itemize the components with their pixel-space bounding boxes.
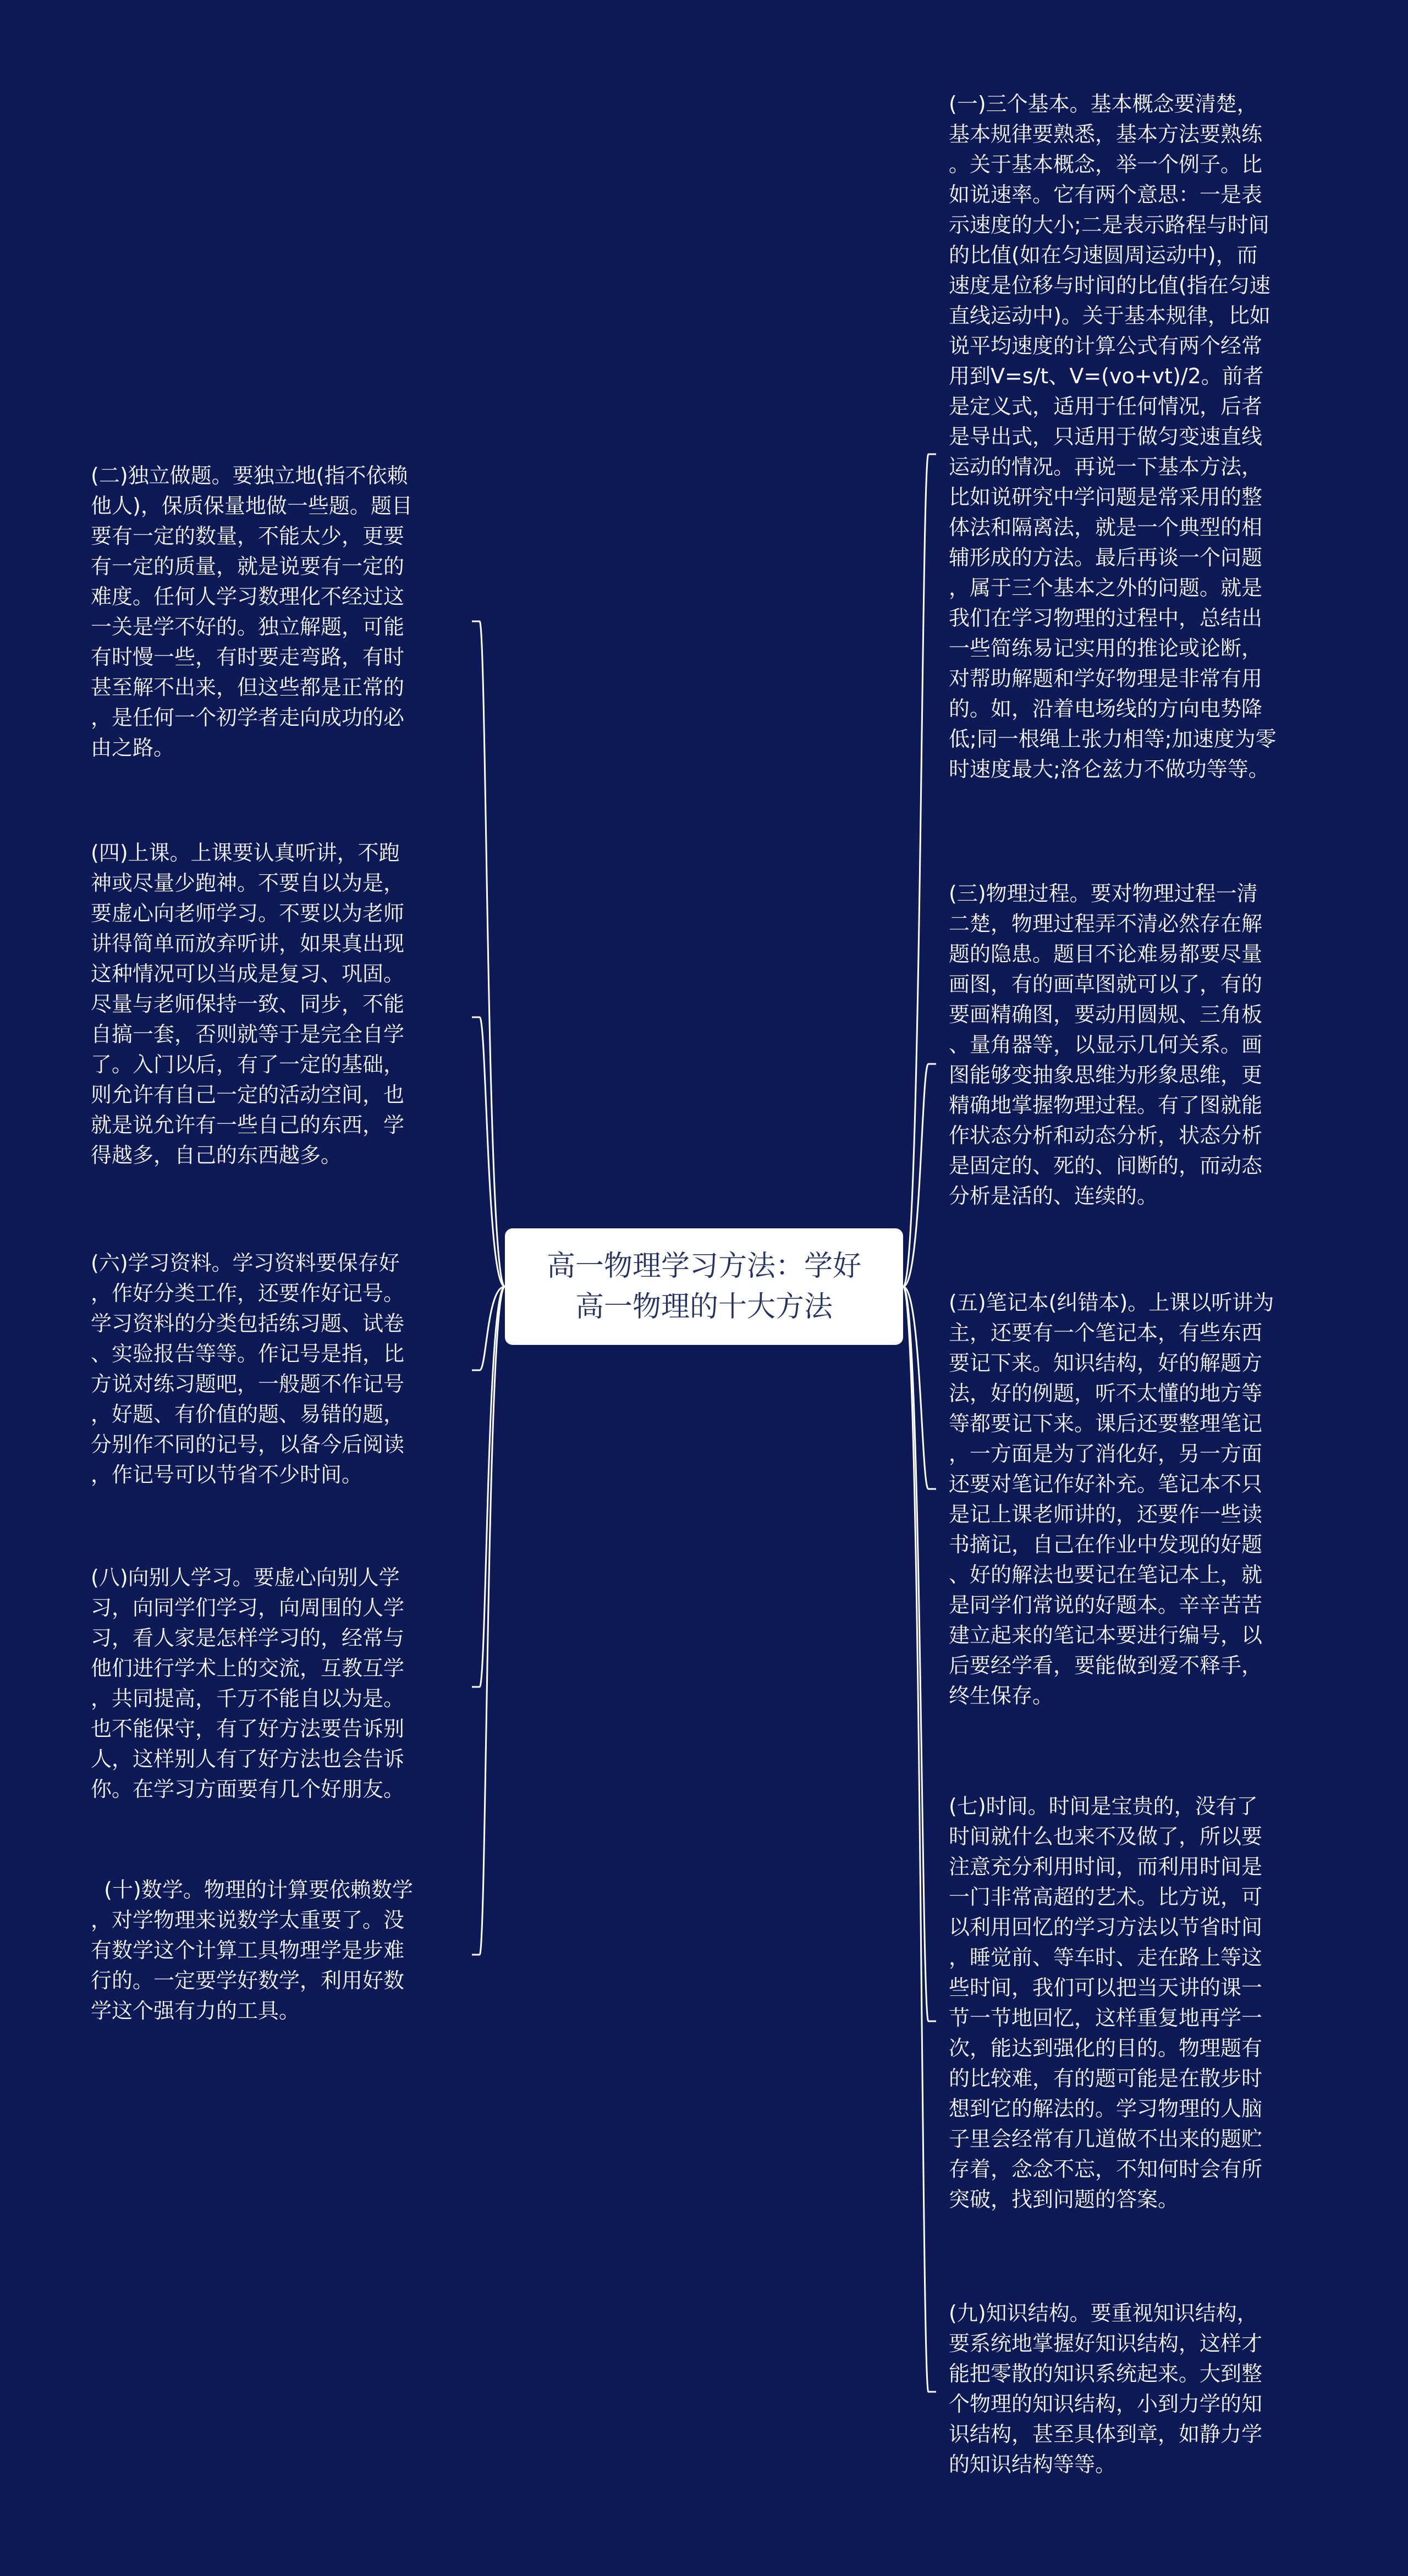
link-right-three [903,1064,936,1287]
branch-seven[interactable]: (七)时间。时间是宝贵的，没有了 时间就什么也来不及做了，所以要 注意充分利用时间，而利用时间是 一门非常高超的艺术。比方说，可 以利用回忆的学习方法以节省时间 ，睡觉前、等车时、走在路上等这 些时间，我们可以把当天讲的课一 节一节地回忆，这样重复地再学一 次，能达到强化的目的。物理题有 的比较难，有的题可能是在散步时 想到它的解法的。学习物理的人脑 子里会经常有几道做不出来的题贮 存着，念念不忘，不知何时会有所 突破，找到问题的答案。 [949,1794,1263,2211]
link-left-ten [472,1287,505,1955]
link-left-four [472,1017,505,1287]
branch-six[interactable]: (六)学习资料。学习资料要保存好 ，作好分类工作，还要作好记号。 学习资料的分类包括练习题、试卷 、实验报告等等。作记号是指，比 方说对练习题吧，一般题不作记号 ，好题、有价值的题、易错的题， 分别作不同的记号，以备今后阅读 ，作记号可以节省不少时间。 [91,1251,405,1487]
branch-one[interactable]: (一)三个基本。基本概念要清楚， 基本规律要熟悉，基本方法要熟练 。关于基本概念，举一个例子。比 如说速率。它有两个意思：一是表 示速度的大小;二是表示路程与时间 的比值(如在匀速圆周运动中)，而 速度是位移与时间的比值(指在匀速 直线运动中)。关于基本规律，比如 说平均速度的计算公式有两个经常 用到V=s/t、V=(vo+vt)/2。前者 是定义式，适用于任何情况，后者 是导出式，只适用于做匀变速直线 运动的情况。再说一下基本方法， 比如说研究中学问题是常采用的整 体法和隔离法，就是一个典型的相 辅形成的方法。最后再谈一个问题 ，属于三个基本之外的问题。就是 我们在学习物理的过程中，总结出 一些简练易记实用的推论或论断， 对帮助解题和学好物理是非常有用 的。如，沿着电场线的方向电势降 低;同一根绳上张力相等;加速度为零 时速度最大;洛仑兹力不做功等等。 [949,92,1277,781]
branch-two[interactable]: (二)独立做题。要独立地(指不依赖 他人)，保质保量地做一些题。题目 要有一定的数量，不能太少，更要 有一定的质量，就是说要有一定的 难度。任何人学习数理化不经过这 一关是学不好的。独立解题，可能 有时慢一些，有时要走弯路，有时 甚至解不出来，但这些都是正常的 ，是任何一个初学者走向成功的必 由之路。 [91,464,413,760]
branch-five[interactable]: (五)笔记本(纠错本)。上课以听讲为 主，还要有一个笔记本，有些东西 要记下来。知识结构，好的解题方 法，好的例题，听不太懂的地方等 等都要记下来。课后还要整理笔记 ，一方面是为了消化好，另一方面 还要对笔记作好补充。笔记本不只 是记上课老师讲的，还要作一些读 书摘记，自己在作业中发现的好题 、好的解法也要记在笔记本上，就 是同学们常说的好题本。辛辛苦苦 建立起来的笔记本要进行编号，以 后要经学看，要能做到爱不释手， 终生保存。 [949,1290,1274,1708]
branch-four[interactable]: (四)上课。上课要认真听讲，不跑 神或尽量少跑神。不要自以为是， 要虚心向老师学习。不要以为老师 讲得简单而放弃听讲，如果真出现 这种情况可以当成是复习、巩固。 尽量与老师保持一致、同步，不能 自搞一套，否则就等于是完全自学 了。入门以后，有了一定的基础， 则允许有自己一定的活动空间，也 就是说允许有一些自己的东西，学 得越多，自己的东西越多。 [91,841,405,1167]
branch-nine[interactable]: (九)知识结构。要重视知识结构， 要系统地掌握好知识结构，这样才 能把零散的知识系统起来。大到整 个物理的知识结构，小到力学的知 识结构，甚至具体到章，如静力学 的知识结构等等。 [949,2301,1263,2476]
branch-eight[interactable]: (八)向别人学习。要虚心向别人学 习，向同学们学习，向周围的人学 习，看人家是怎样学习的，经常与 他们进行学术上的交流，互教互学 ，共同提高，千万不能自以为是。 也不能保守，有了好方法要告诉别 人，这样别人有了好方法也会告诉 你。在学习方面要有几个好朋友。 [91,1565,405,1801]
center-topic[interactable] [505,1228,903,1345]
link-right-one [903,454,936,1287]
link-right-nine [903,1287,936,2392]
center-topic-text: 高一物理学习方法：学好 高一物理的十大方法 [546,1250,861,1323]
link-left-two [472,621,505,1287]
branch-ten[interactable]: (十)数学。物理的计算要依赖数学 ，对学物理来说数学太重要了。没 有数学这个计算工具物理学是步难 行的。一定要学好数学，利用好数 学这个强有力的工具。 [91,1878,413,2023]
branch-three[interactable]: (三)物理过程。要对物理过程一清 二楚，物理过程弄不清必然存在解 题的隐患。题目不论难易都要尽量 画图，有的画草图就可以了，有的 要画精确图，要动用圆规、三角板 、量角器等，以显示几何关系。画 图能够变抽象思维为形象思维，更 精确地掌握物理过程。有了图就能 作状态分析和动态分析，状态分析 是固定的、死的、间断的，而动态 分析是活的、连续的。 [949,881,1263,1208]
